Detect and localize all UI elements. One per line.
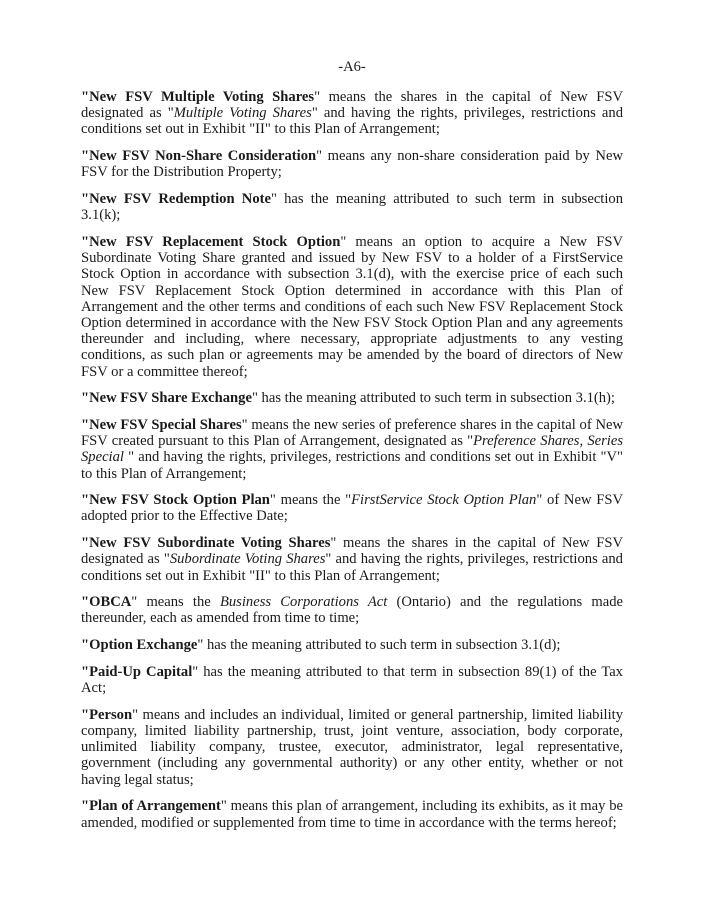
definition-text: " has the meaning attributed to such term in subsection 3.1(h); — [251, 390, 615, 407]
italic-citation: Business Corporations Act — [219, 594, 388, 611]
definition-text: " means the new series of preference shares in the capital of New FSV created pursuant to this Plan of Arrangement, designated as " — [81, 416, 623, 450]
definition-text: " means the " — [269, 492, 352, 509]
defined-term: "New FSV Non-Share Consideration — [81, 148, 317, 165]
definition-paragraph — [81, 535, 623, 584]
definition-paragraph — [81, 707, 623, 788]
definition-text: " has the meaning attributed to that term in subsection 89(1) of the Tax Act; — [81, 663, 623, 697]
definition-paragraph — [81, 89, 623, 138]
italic-citation: Subordinate Voting Shares — [169, 551, 326, 568]
definition-text: " and having the rights, privileges, restrictions and conditions set out in Exhibit "II" to this Plan of Arrangement; — [81, 105, 623, 138]
definition-paragraph — [81, 594, 623, 626]
definition-paragraph — [81, 492, 623, 524]
defined-term: "New FSV Redemption Note — [81, 191, 271, 208]
definition-text: " has the meaning attributed to such term in subsection 3.1(k); — [81, 191, 624, 224]
defined-term: "New FSV Special Shares — [81, 416, 242, 433]
definition-text: (Ontario) and the regulations made thereunder, each as amended from time to time; — [81, 594, 623, 627]
definition-text: " means any non-share consideration paid by New FSV for the Distribution Property; — [81, 148, 623, 181]
defined-term: "Person — [81, 706, 133, 723]
page-number: -A6- — [338, 59, 366, 75]
defined-term: "New FSV Share Exchange — [81, 390, 252, 407]
definition-paragraph — [81, 798, 623, 830]
defined-term: "OBCA — [81, 594, 132, 611]
defined-term: "New FSV Replacement Stock Option — [81, 233, 341, 250]
definition-text: " means the shares in the capital of New FSV designated as " — [81, 89, 623, 122]
defined-term: "Option Exchange — [81, 637, 198, 654]
definition-paragraph — [81, 234, 623, 380]
definition-text: " means the — [131, 594, 220, 611]
defined-term: "Plan of Arrangement — [81, 798, 221, 815]
defined-term: "New FSV Stock Option Plan — [81, 492, 270, 509]
definition-paragraph — [81, 390, 623, 406]
definition-text: " has the meaning attributed to such term in subsection 3.1(d); — [197, 637, 561, 654]
definition-text: " means the shares in the capital of New FSV designated as " — [81, 535, 623, 568]
definition-paragraph — [81, 664, 623, 696]
definition-text: " means an option to acquire a New FSV Subordinate Voting Share granted and issued by New FSV to a holder of a FirstService Stock Option in accordance with subsection 3.1(d), with the exercise price of each such New FSV Replacement Stock Option determined in accordance with this Plan of Arrangement and the other terms and conditions of each such New FSV Replacement Stock Option determined in accordance with the New FSV Stock Option Plan and any agreements thereunder and including, where necessary, appropriate adjustments to any vesting conditions, as such plan or agreements may be amended by the board of directors of New FSV or a committee thereof; — [81, 233, 623, 380]
definition-paragraph — [81, 148, 623, 180]
definition-paragraph — [81, 637, 623, 653]
defined-term: "Paid-Up Capital — [81, 663, 193, 680]
italic-citation: FirstService Stock Option Plan — [351, 492, 537, 509]
definitions-list — [81, 89, 623, 841]
definition-paragraph — [81, 417, 623, 482]
defined-term: "New FSV Multiple Voting Shares — [81, 89, 315, 105]
definition-text: " and having the rights, privileges, restrictions and conditions set out in Exhibit "V" to this Plan of Arrangement; — [81, 449, 623, 482]
italic-citation: Multiple Voting Shares — [173, 105, 312, 122]
definition-text: " means and includes an individual, limited or general partnership, limited liability company, limited liability partnership, trust, joint venture, association, body corporate, unlimited liability company, trustee, executor, administrator, legal representative, government (including any governmental authority) or any other entity, whether or not having legal status; — [81, 706, 623, 788]
italic-citation: Preference Shares, Series Special — [81, 433, 623, 466]
definition-paragraph — [81, 191, 623, 223]
definition-text: " means this plan of arrangement, including its exhibits, as it may be amended, modified or supplemented from time to time in accordance with the terms hereof; — [81, 798, 623, 831]
definition-text: " of New FSV adopted prior to the Effective Date; — [81, 492, 623, 525]
defined-term: "New FSV Subordinate Voting Shares — [81, 535, 331, 552]
definition-text: " and having the rights, privileges, restrictions and conditions set out in Exhibit "II" to this Plan of Arrangement; — [81, 551, 623, 584]
